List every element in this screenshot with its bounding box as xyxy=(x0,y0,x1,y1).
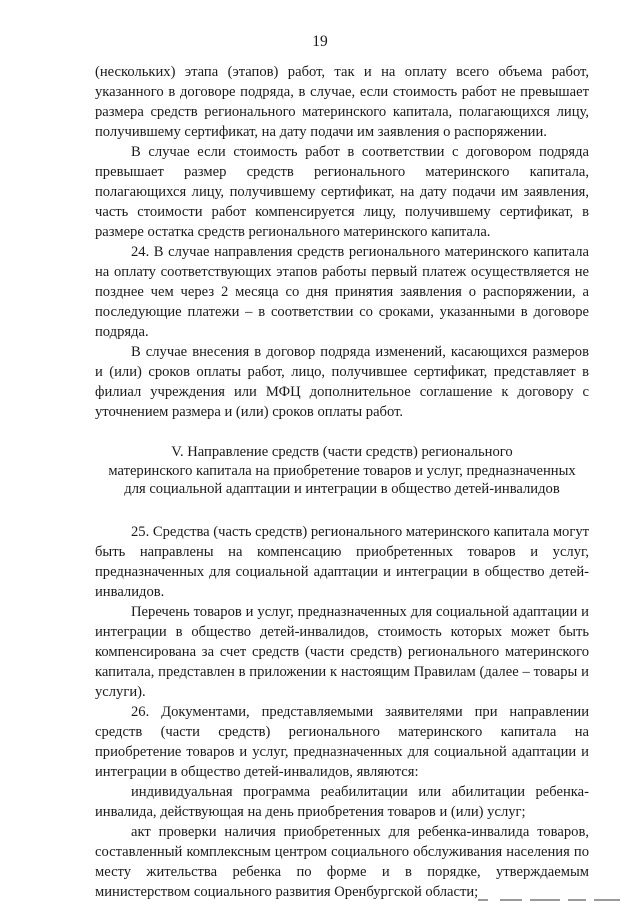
paragraph-inspection-act: акт проверки наличия приобретенных для ребенка-инвалида товаров, составленный комплексным центром социального обслуживания населения по месту жительства ребенка по форме и в порядке, утверждаемым министерством социального развития Оренбургской области; xyxy=(95,823,589,900)
paragraph-continuation: (нескольких) этапа (этапов) работ, так и на оплату всего объема работ, указанного в договоре подряда, в случае, если стоимость работ не превышает размера средств регионального материнского капитала, полагающихся лицу, получившему сертификат, на дату подачи им заявления о распоряжении. xyxy=(95,64,589,140)
paragraph-cost-exceeds: В случае если стоимость работ в соответствии с договором подряда превышает размер средств регионального материнского капитала, полагающихся лицу, получившему сертификат, на дату подачи им заявления, часть стоимости работ компенсируется лицу, получившему сертификат, в размере остатка средств регионального материнского капитала. xyxy=(95,144,589,240)
document-body xyxy=(95,62,589,902)
section-heading xyxy=(95,443,589,499)
paragraph-goods-list: Перечень товаров и услуг, предназначенных для социальной адаптации и интеграции в общество детей-инвалидов, стоимость которых может быть компенсирована за счет средств (части средств) регионального материнского капитала, представлен в приложении к настоящим Правилам (далее – товары и услуги). xyxy=(95,603,589,700)
paragraph-item-26: 26. Документами, представляемыми заявителями при направлении средств (части средств) регионального материнского капитала на приобретение товаров и услуг, предназначенных для социальной адаптации и интеграции в общество детей-инвалидов, являются: xyxy=(95,703,589,780)
paragraph-item-24: 24. В случае направления средств регионального материнского капитала на оплату соответствующих этапов работы первый платеж осуществляется не позднее чем через 2 месяца со дня принятия заявления о распоряжении, а последующие платежи – в соответствии со сроками, указанными в договоре подряда. xyxy=(95,244,589,340)
page-number: 19 xyxy=(312,33,328,50)
paragraph-contract-changes: В случае внесения в договор подряда изменений, касающихся размеров и (или) сроков оплаты работ, лицо, получившее сертификат, представляет в филиал учреждения или МФЦ дополнительное соглашение к договору с уточнением размера и (или) сроков оплаты работ. xyxy=(95,344,589,420)
section-heading-line-3: для социальной адаптации и интеграции в общество детей-инвалидов xyxy=(124,481,560,497)
paragraph-item-25: 25. Средства (часть средств) регионального материнского капитала могут быть направлены на компенсацию приобретенных товаров и услуг, предназначенных для социальной адаптации и интеграции в общество детей-инвалидов. xyxy=(95,523,590,600)
paragraph-rehab-program: индивидуальная программа реабилитации или абилитации ребенка-инвалида, действующая на день приобретения товаров и (или) услуг; xyxy=(95,783,589,820)
scan-artifact-marks xyxy=(470,895,630,901)
section-heading-line-2: материнского капитала на приобретение товаров и услуг, предназначенных xyxy=(108,462,576,479)
section-heading-line-1: V. Направление средств (части средств) регионального xyxy=(171,444,513,460)
